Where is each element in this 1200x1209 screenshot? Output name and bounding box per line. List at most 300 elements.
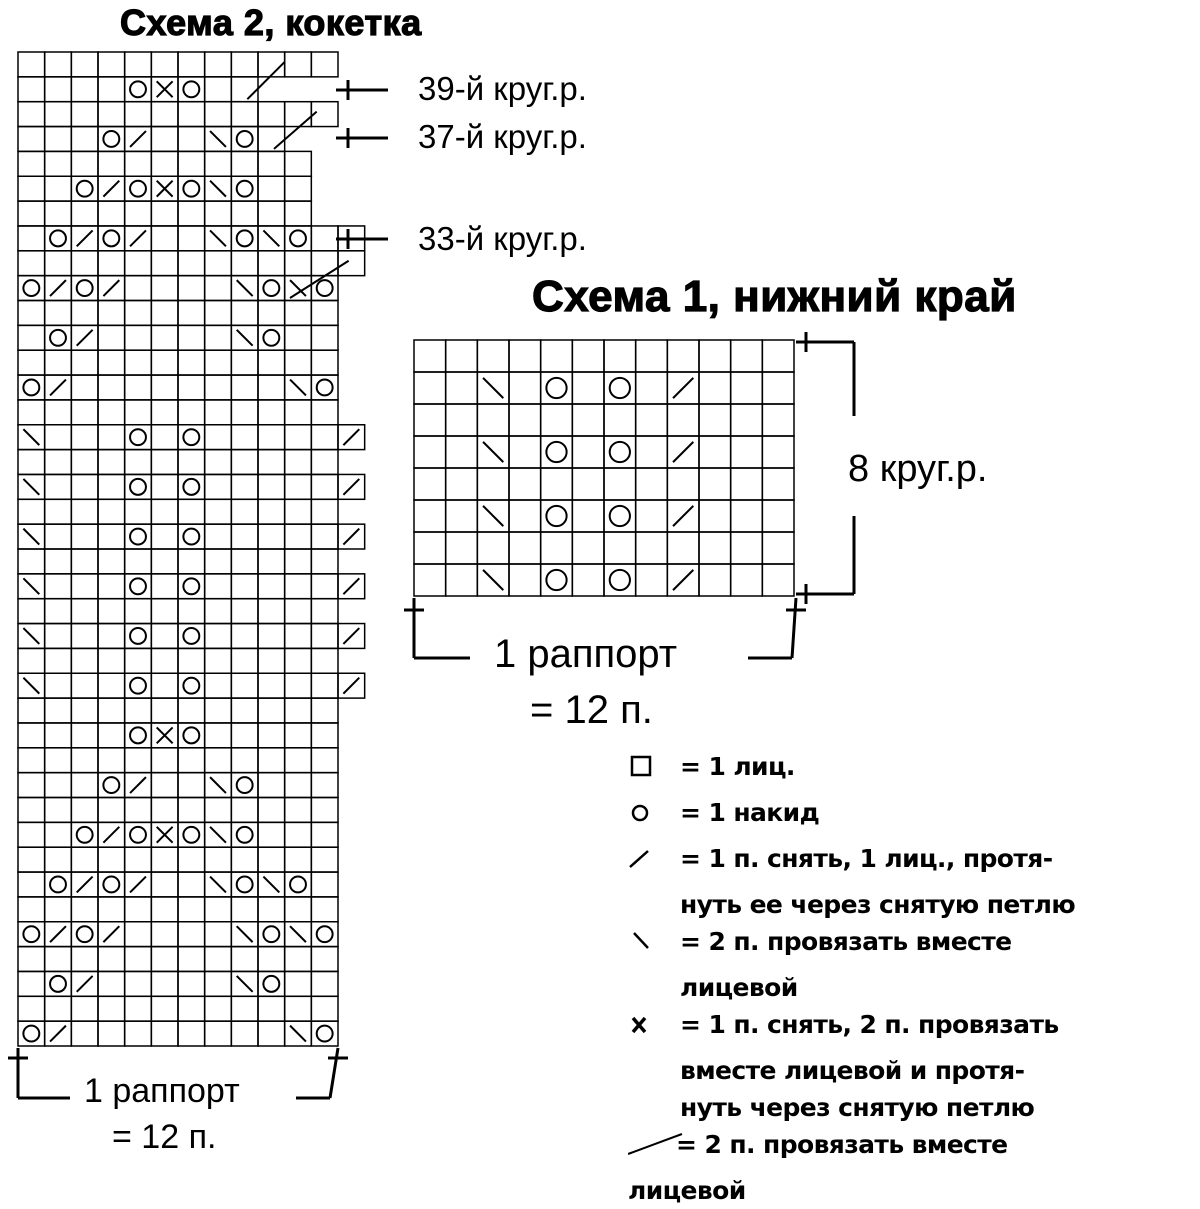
scheme2-cell <box>151 947 178 972</box>
scheme1-cell <box>446 468 478 500</box>
scheme2-cell <box>125 847 152 872</box>
scheme2-yarn-over-mark <box>317 1026 333 1042</box>
backslash-icon <box>628 923 680 969</box>
scheme2-cell <box>98 77 125 102</box>
legend-row-slash-cont: нуть ее через снятую петлю <box>680 890 1076 919</box>
scheme1-yarn-over-mark <box>546 506 566 526</box>
scheme2-cell <box>285 624 312 649</box>
scheme2-cell <box>205 698 232 723</box>
scheme2-cell <box>205 151 232 176</box>
scheme2-cell <box>178 251 205 276</box>
scheme2-yarn-over-mark <box>263 976 279 992</box>
scheme2-cell <box>285 450 312 475</box>
scheme2-cell <box>71 748 98 773</box>
scheme1-cell <box>762 468 794 500</box>
scheme2-cell <box>71 474 98 499</box>
scheme2-cell <box>98 375 125 400</box>
scheme2-cell <box>98 897 125 922</box>
scheme2-cell <box>311 971 338 996</box>
scheme2-cell <box>311 474 338 499</box>
scheme2-cell <box>178 499 205 524</box>
scheme2-cell <box>258 151 285 176</box>
scheme2-cell <box>285 648 312 673</box>
scheme2-cell <box>18 996 45 1021</box>
scheme2-backslash-mark <box>237 926 253 942</box>
scheme2-cell <box>258 549 285 574</box>
scheme2-cell <box>285 798 312 823</box>
scheme2-cell <box>98 425 125 450</box>
scheme1-cell <box>667 468 699 500</box>
scheme2-yarn-over-mark <box>50 976 66 992</box>
scheme2-cell <box>258 698 285 723</box>
scheme2-cell <box>231 549 258 574</box>
scheme2-cell <box>231 251 258 276</box>
scheme2-cell <box>178 151 205 176</box>
scheme2-cell <box>45 798 72 823</box>
scheme1-backslash-mark <box>483 506 503 526</box>
scheme2-cell <box>178 773 205 798</box>
scheme2-cell <box>311 872 338 897</box>
scheme2-cell <box>205 922 232 947</box>
scheme1-cell <box>731 372 763 404</box>
scheme2-cell <box>45 499 72 524</box>
scheme2-cell <box>178 201 205 226</box>
scheme1-slash-mark <box>673 378 693 398</box>
scheme2-cell <box>231 947 258 972</box>
scheme2-cell <box>285 822 312 847</box>
scheme2-backslash-mark <box>290 926 306 942</box>
scheme2-cell <box>285 151 312 176</box>
scheme2-cell <box>45 77 72 102</box>
scheme1-yarn-over-mark <box>610 378 630 398</box>
scheme2-cell <box>98 151 125 176</box>
scheme2-yarn-over-mark <box>183 479 199 495</box>
scheme2-cell <box>18 77 45 102</box>
scheme2-cell <box>231 151 258 176</box>
scheme2-cell <box>151 127 178 152</box>
scheme2-yarn-over-mark <box>317 926 333 942</box>
scheme2-backslash-mark <box>23 678 39 694</box>
scheme2-cell <box>258 474 285 499</box>
scheme2-yarn-over-mark <box>183 578 199 594</box>
scheme2-cell <box>45 425 72 450</box>
scheme2-slash-mark <box>130 131 146 147</box>
scheme2-yarn-over-mark <box>130 628 146 644</box>
legend-row-knit: = 1 лиц. <box>628 748 1075 794</box>
scheme2-cell <box>205 574 232 599</box>
scheme2-cell <box>285 897 312 922</box>
scheme2-backslash-mark <box>210 877 226 893</box>
scheme2-cell <box>231 624 258 649</box>
scheme1-cell <box>446 532 478 564</box>
scheme2-cell <box>205 77 232 102</box>
scheme2-yarn-over-mark <box>263 280 279 296</box>
scheme2-yarn-over-mark <box>183 181 199 197</box>
scheme2-cell <box>231 350 258 375</box>
scheme2-yarn-over-mark <box>130 81 146 97</box>
scheme2-backslash-mark <box>210 777 226 793</box>
legend-row-backslash-cont: лицевой <box>680 973 798 1002</box>
scheme2-cell <box>258 673 285 698</box>
scheme2-cell <box>98 971 125 996</box>
scheme2-yarn-over-mark <box>23 1026 39 1042</box>
scheme2-cell <box>258 400 285 425</box>
scheme2-cell <box>178 276 205 301</box>
scheme2-backslash-mark <box>237 280 253 296</box>
scheme2-yarn-over-mark <box>183 727 199 743</box>
scheme2-cell <box>231 201 258 226</box>
scheme2-cell <box>151 872 178 897</box>
scheme2-cell <box>311 226 338 251</box>
scheme2-slash-mark <box>343 578 359 594</box>
legend-row-slash: = 1 п. снять, 1 лиц., протя- <box>628 840 1075 886</box>
scheme2-slash-mark <box>343 429 359 445</box>
scheme1-yarn-over-mark <box>546 570 566 590</box>
scheme1-cell <box>446 404 478 436</box>
scheme2-cell <box>45 574 72 599</box>
scheme2-cell <box>45 524 72 549</box>
scheme2-backslash-mark <box>210 181 226 197</box>
scheme2-cell <box>125 450 152 475</box>
scheme2-cell <box>311 624 338 649</box>
scheme2-cell <box>45 599 72 624</box>
scheme2-cell <box>205 648 232 673</box>
scheme2-cell <box>71 624 98 649</box>
scheme2-backslash-mark <box>23 628 39 644</box>
scheme2-cell <box>231 524 258 549</box>
scheme2-cell <box>311 599 338 624</box>
scheme2-cell <box>178 897 205 922</box>
scheme2-cell <box>18 251 45 276</box>
scheme2-cell <box>258 52 285 77</box>
scheme1-cell <box>572 372 604 404</box>
scheme2-cell <box>125 1021 152 1046</box>
scheme2-cell <box>178 102 205 127</box>
scheme2-cell <box>18 201 45 226</box>
scheme2-cell <box>71 574 98 599</box>
scheme1-title: Схема 1, нижний край <box>532 272 1017 321</box>
scheme2-backslash-mark <box>210 827 226 843</box>
scheme2-cell <box>258 350 285 375</box>
scheme2-yarn-over-mark <box>317 280 333 296</box>
scheme2-cell <box>18 226 45 251</box>
scheme2-cell <box>205 325 232 350</box>
scheme1-cell <box>636 372 668 404</box>
scheme2-cell <box>18 350 45 375</box>
scheme2-yarn-over-mark <box>183 827 199 843</box>
scheme2-yarn-over-mark <box>130 529 146 545</box>
scheme2-cell <box>285 499 312 524</box>
scheme1-cell <box>541 404 573 436</box>
scheme2-yarn-over-mark <box>290 230 306 246</box>
scheme2-cell <box>258 375 285 400</box>
scheme2-cell <box>125 996 152 1021</box>
scheme2-cell <box>45 151 72 176</box>
scheme2-cell <box>178 847 205 872</box>
scheme1-repeat-bracket <box>404 598 806 658</box>
scheme2-cell <box>71 375 98 400</box>
scheme2-yarn-over-mark <box>130 181 146 197</box>
legend-row-yarn-over: = 1 накид <box>628 794 1075 840</box>
scheme2-cell <box>98 947 125 972</box>
scheme1-cell <box>699 500 731 532</box>
scheme2-cell <box>98 474 125 499</box>
scheme1-cell <box>414 404 446 436</box>
scheme1-cell <box>509 372 541 404</box>
scheme2-cell <box>285 52 312 77</box>
scheme2-cell <box>98 748 125 773</box>
scheme2-cell <box>311 574 338 599</box>
scheme2-cell <box>18 798 45 823</box>
scheme2-cell <box>98 673 125 698</box>
scheme2-cell <box>311 350 338 375</box>
scheme2-cell <box>18 151 45 176</box>
scheme2-cell <box>205 1021 232 1046</box>
scheme2-cell <box>98 599 125 624</box>
scheme1-cell <box>509 532 541 564</box>
scheme1-repeat-count: = 12 п. <box>530 688 653 732</box>
scheme2-cell <box>45 723 72 748</box>
scheme2-cell <box>45 450 72 475</box>
scheme2-cell <box>258 847 285 872</box>
scheme2-cell <box>18 127 45 152</box>
scheme2-cell <box>151 574 178 599</box>
scheme2-cell <box>178 400 205 425</box>
cross-icon <box>628 1006 680 1052</box>
scheme2-slash-mark <box>50 280 66 296</box>
row-marker-33: 33-й круг.р. <box>418 220 587 257</box>
marker-arrow-39 <box>336 80 388 100</box>
scheme1-cell <box>446 372 478 404</box>
scheme1-cell <box>477 404 509 436</box>
scheme2-backslash-mark <box>237 330 253 346</box>
scheme2-cell <box>285 698 312 723</box>
scheme2-cell <box>151 648 178 673</box>
scheme1-cell <box>731 340 763 372</box>
scheme1-cell <box>509 564 541 596</box>
scheme2-cell <box>98 624 125 649</box>
scheme2-cell <box>311 773 338 798</box>
scheme2-cell <box>231 450 258 475</box>
scheme2-repeat-bracket <box>8 1048 348 1098</box>
scheme1-cell <box>509 500 541 532</box>
scheme2-cell <box>98 251 125 276</box>
legend-row-cross: = 1 п. снять, 2 п. провязать <box>628 1006 1075 1052</box>
scheme1-backslash-mark <box>483 570 503 590</box>
scheme2-cell <box>178 450 205 475</box>
scheme2-cell <box>231 698 258 723</box>
scheme2-cell <box>18 176 45 201</box>
scheme1-cell <box>731 436 763 468</box>
scheme2-cell <box>231 599 258 624</box>
scheme2-cell <box>45 947 72 972</box>
scheme1-cell <box>414 564 446 596</box>
scheme2-cell <box>151 1021 178 1046</box>
scheme1-cell <box>604 468 636 500</box>
scheme2-slash-mark <box>343 628 359 644</box>
scheme1-cell <box>731 532 763 564</box>
scheme2-cell <box>231 847 258 872</box>
yarn-over-icon <box>628 794 680 840</box>
scheme2-cell <box>45 996 72 1021</box>
scheme2-cell <box>98 524 125 549</box>
scheme2-yarn-over-mark <box>237 777 253 793</box>
legend <box>628 748 1075 1209</box>
scheme2-yarn-over-mark <box>77 280 93 296</box>
scheme2-cell <box>125 599 152 624</box>
scheme2-backslash-mark <box>210 230 226 246</box>
scheme2-cell <box>178 947 205 972</box>
scheme2-yarn-over-mark <box>263 330 279 346</box>
scheme2-cell <box>285 971 312 996</box>
scheme2-cell <box>18 947 45 972</box>
scheme2-cell <box>71 698 98 723</box>
scheme2-cell <box>45 549 72 574</box>
scheme2-backslash-mark <box>23 429 39 445</box>
scheme2-cell <box>45 350 72 375</box>
scheme2-cell <box>98 102 125 127</box>
scheme2-cell <box>178 226 205 251</box>
scheme2-cell <box>98 1021 125 1046</box>
scheme2-cell <box>98 698 125 723</box>
scheme2-cell <box>151 425 178 450</box>
scheme2-cell <box>125 897 152 922</box>
scheme2-cell <box>205 499 232 524</box>
scheme2-cell <box>45 127 72 152</box>
square-icon <box>628 748 680 794</box>
scheme1-cell <box>446 500 478 532</box>
scheme2-cell <box>205 52 232 77</box>
scheme2-cell <box>178 996 205 1021</box>
scheme2-cell <box>231 897 258 922</box>
scheme1-cell <box>604 404 636 436</box>
scheme2-yarn-over-mark <box>183 81 199 97</box>
scheme2-cell <box>151 599 178 624</box>
scheme1-cell <box>509 436 541 468</box>
scheme2-slash-mark <box>77 877 93 893</box>
scheme2-cell <box>285 201 312 226</box>
scheme1-cell <box>414 468 446 500</box>
scheme2-cell <box>151 798 178 823</box>
scheme2-cell <box>231 1021 258 1046</box>
scheme2-cell <box>151 102 178 127</box>
scheme2-slash-mark <box>130 877 146 893</box>
scheme2-cell <box>205 897 232 922</box>
scheme2-cell <box>45 301 72 326</box>
scheme2-cell <box>205 474 232 499</box>
scheme2-yarn-over-mark <box>183 529 199 545</box>
scheme2-cell <box>45 52 72 77</box>
scheme2-cell <box>311 52 338 77</box>
scheme1-cell <box>699 468 731 500</box>
scheme2-cell <box>231 301 258 326</box>
scheme2-cell <box>45 648 72 673</box>
scheme1-cell <box>572 468 604 500</box>
scheme1-slash-mark <box>673 442 693 462</box>
scheme2-cell <box>18 648 45 673</box>
scheme2-cell <box>151 201 178 226</box>
scheme2-backslash-mark <box>23 578 39 594</box>
scheme2-slash-mark <box>103 827 119 843</box>
scheme2-yarn-over-mark <box>237 827 253 843</box>
scheme2-cell <box>178 798 205 823</box>
scheme2-cell <box>311 822 338 847</box>
scheme2-cell <box>151 971 178 996</box>
scheme2-cell <box>258 201 285 226</box>
scheme2-cell <box>71 897 98 922</box>
scheme1-yarn-over-mark <box>546 442 566 462</box>
scheme2-cell <box>151 474 178 499</box>
scheme1-cell <box>572 404 604 436</box>
scheme1-cell <box>636 500 668 532</box>
scheme2-cell <box>18 301 45 326</box>
scheme1-cell <box>541 340 573 372</box>
scheme2-cell <box>285 301 312 326</box>
scheme2-backslash-mark <box>263 877 279 893</box>
scheme2-cell <box>151 773 178 798</box>
scheme2-cell <box>231 425 258 450</box>
scheme1-cell <box>572 500 604 532</box>
scheme1-cell <box>446 436 478 468</box>
scheme1-cell <box>477 532 509 564</box>
scheme2-cell <box>151 847 178 872</box>
scheme2-cell <box>258 127 285 152</box>
scheme2-cell <box>178 52 205 77</box>
scheme2-cell <box>178 350 205 375</box>
scheme1-cell <box>636 436 668 468</box>
scheme2-cell <box>18 102 45 127</box>
scheme2-cell <box>71 127 98 152</box>
scheme2-cell <box>18 450 45 475</box>
scheme2-cell <box>71 996 98 1021</box>
scheme2-cell <box>311 698 338 723</box>
scheme2-cell <box>311 301 338 326</box>
scheme1-cell <box>414 436 446 468</box>
scheme2-cell <box>205 400 232 425</box>
scheme2-yarn-over-mark <box>103 230 119 246</box>
scheme2-cell <box>151 748 178 773</box>
scheme2-cell <box>151 897 178 922</box>
scheme2-cell <box>231 798 258 823</box>
scheme2-yarn-over-mark <box>263 926 279 942</box>
scheme2-cell <box>285 350 312 375</box>
scheme2-cell <box>231 574 258 599</box>
scheme2-repeat-count: = 12 п. <box>112 1118 217 1156</box>
scheme2-cell <box>285 947 312 972</box>
scheme2-cell <box>311 897 338 922</box>
scheme2-cell <box>151 325 178 350</box>
scheme2-cell <box>285 425 312 450</box>
scheme2-cell <box>125 251 152 276</box>
scheme2-cell <box>125 52 152 77</box>
scheme2-cell <box>231 375 258 400</box>
scheme2-cell <box>125 971 152 996</box>
scheme2-cell <box>98 499 125 524</box>
scheme2-cell <box>205 624 232 649</box>
scheme2-cell <box>151 996 178 1021</box>
scheme2-cell <box>285 549 312 574</box>
scheme2-cell <box>285 400 312 425</box>
scheme2-yarn-over-mark <box>183 429 199 445</box>
scheme2-yarn-over-mark <box>77 926 93 942</box>
scheme2-cell <box>18 872 45 897</box>
scheme1-cell <box>667 340 699 372</box>
scheme2-cell <box>311 499 338 524</box>
scheme2-backslash-mark <box>263 230 279 246</box>
scheme2-cell <box>125 648 152 673</box>
scheme1-cell <box>762 532 794 564</box>
scheme2-yarn-over-mark <box>237 131 253 147</box>
